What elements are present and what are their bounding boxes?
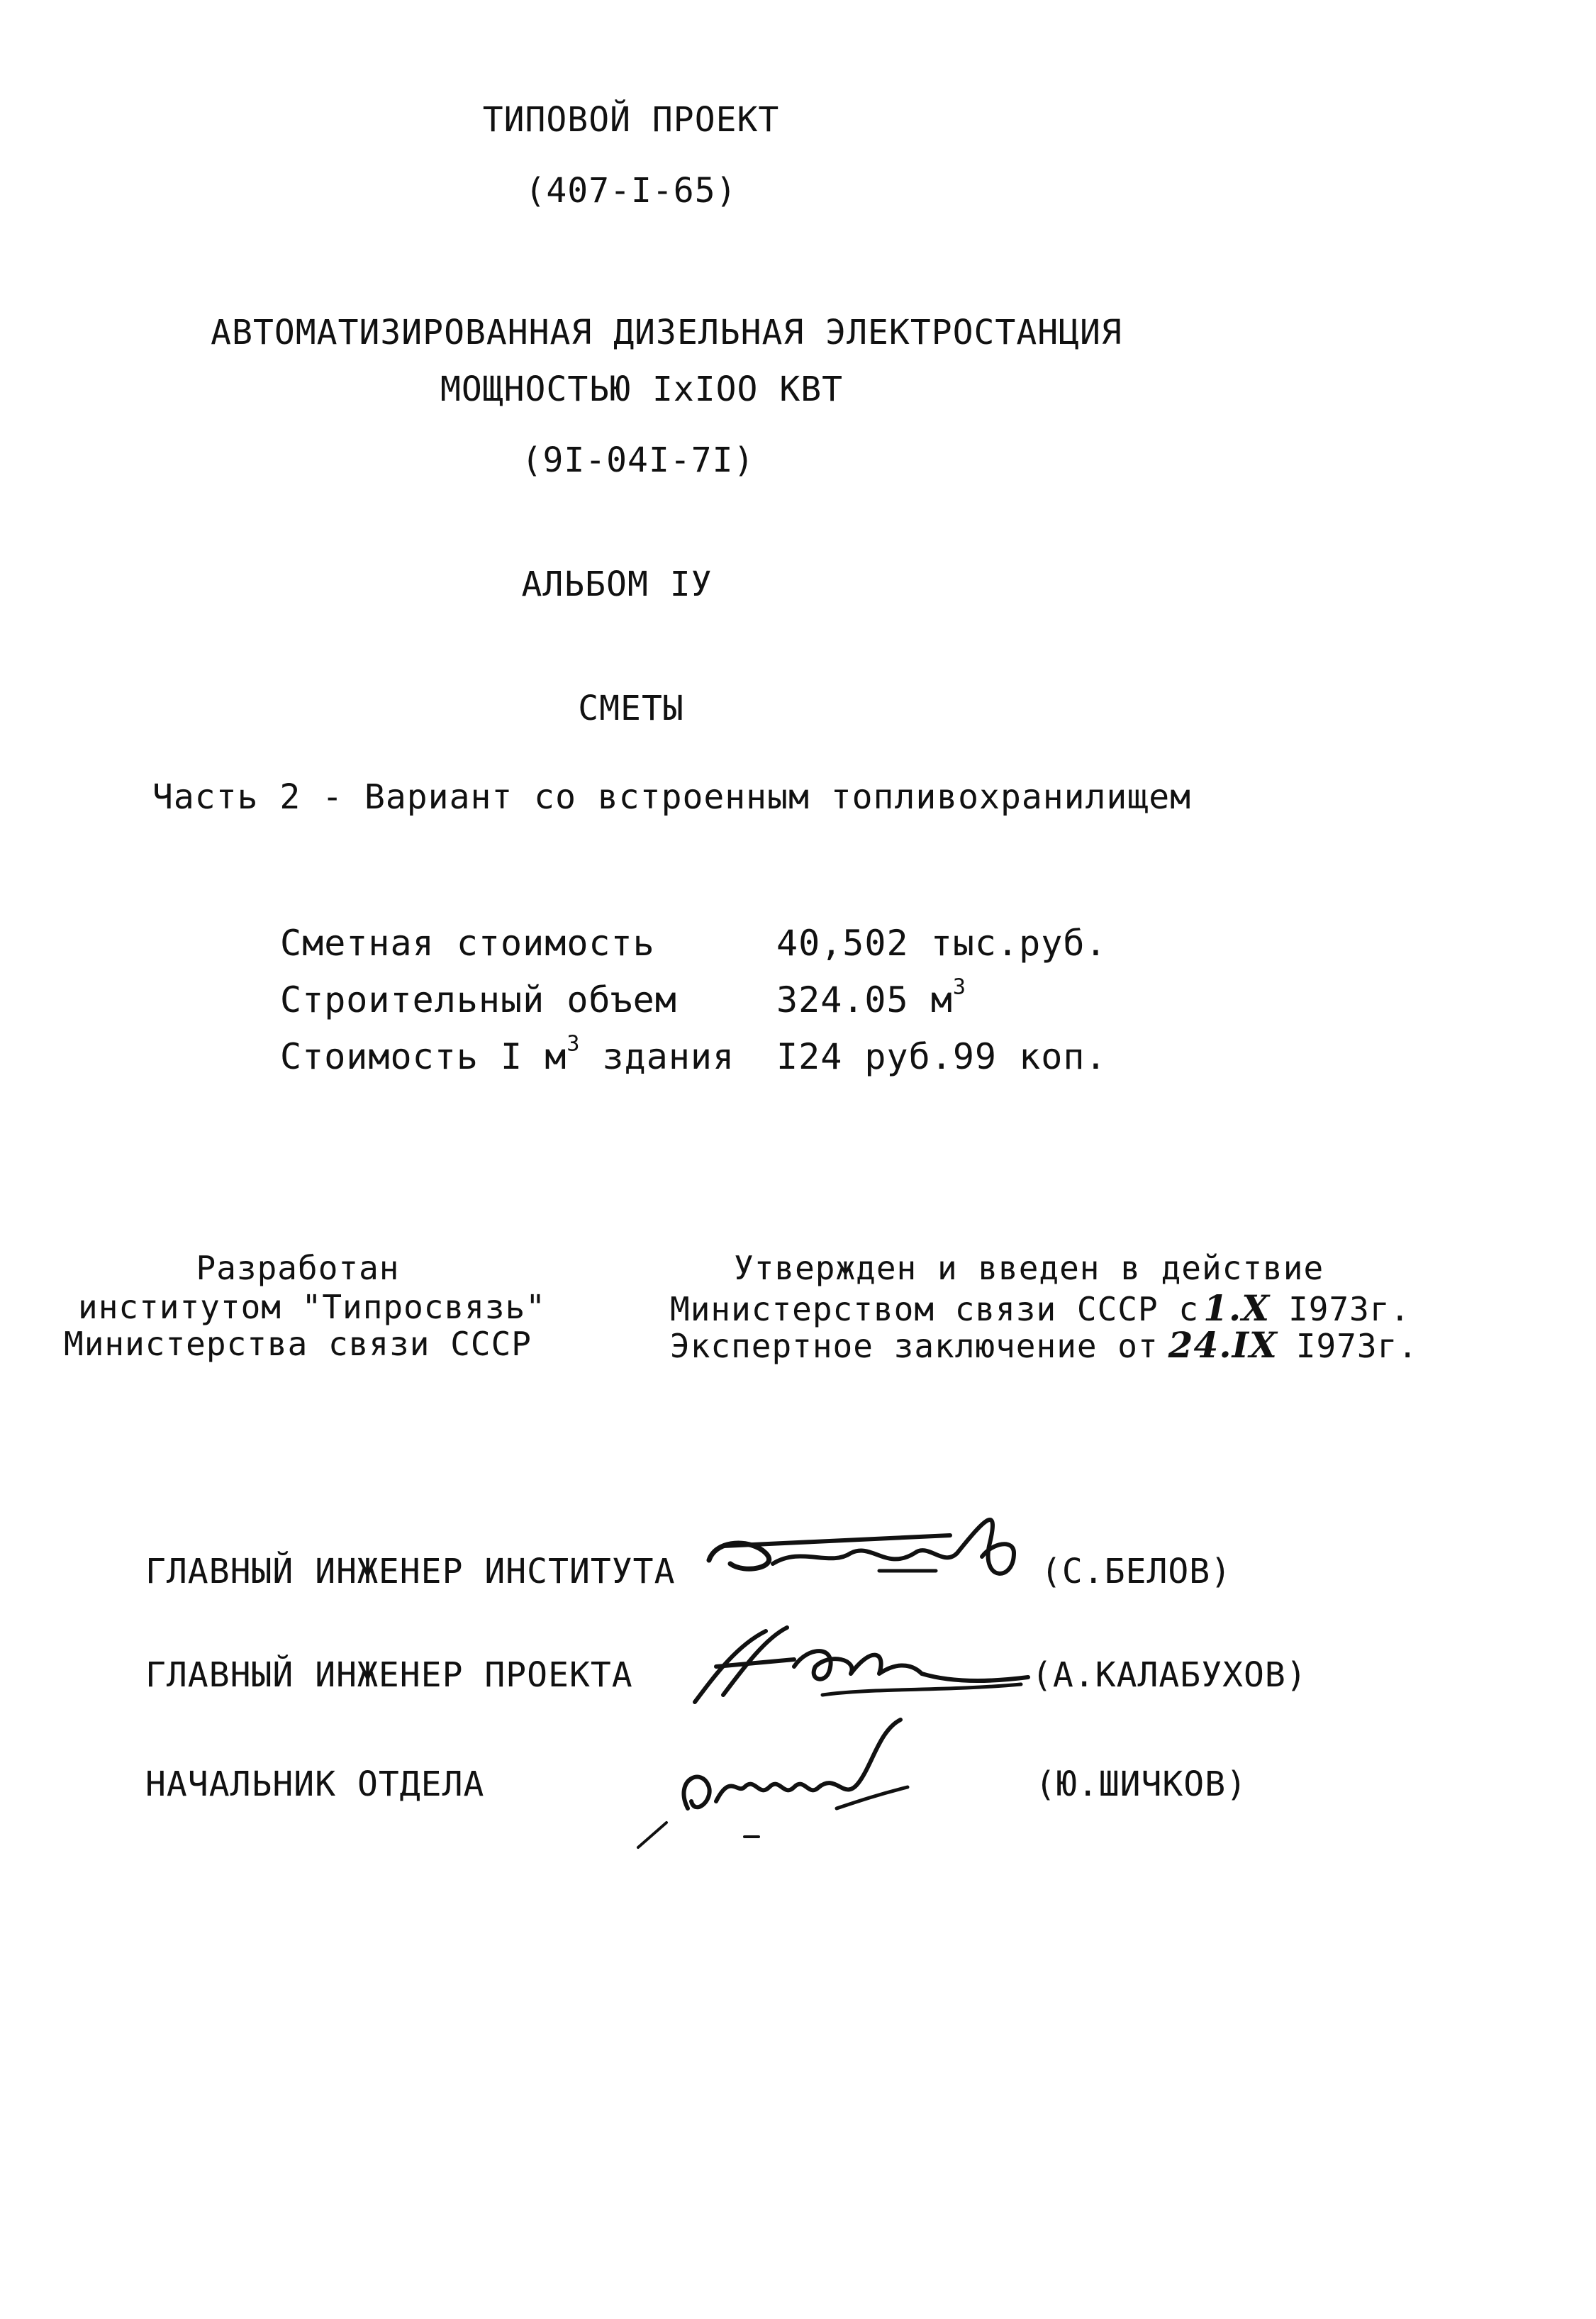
approval-date-handwritten: 1.X	[1203, 1287, 1271, 1329]
approval-line-3: Экспертное заключение от 24.IX I973г.	[670, 1324, 1419, 1366]
title-line-1: АВТОМАТИЗИРОВАННАЯ ДИЗЕЛЬНАЯ ЭЛЕКТРОСТАНЦИЯ	[211, 313, 1122, 352]
signature-name-3: (Ю.ШИЧКОВ)	[1035, 1764, 1247, 1804]
developer-line-1: Разработан	[196, 1249, 400, 1287]
expert-date-handwritten: 24.IX	[1168, 1324, 1278, 1366]
approval-line-2: Министерством связи СССР с 1.X I973г.	[670, 1287, 1411, 1329]
estimate-value: 40,502 тыс.руб.	[776, 923, 1107, 964]
volume-value: 324.05 $м^3$	[776, 974, 966, 1021]
section-title: СМЕТЫ	[578, 689, 684, 728]
developer-line-2: институтом "Типросвязь"	[78, 1288, 546, 1326]
album-label: АЛЬБОМ IУ	[521, 565, 713, 604]
title-line-2: МОЩНОСТЬЮ IxIOO КВТ	[440, 369, 844, 409]
volume-label: Строительный объем	[280, 979, 677, 1021]
signature-name-1: (С.БЕЛОВ)	[1041, 1552, 1232, 1591]
signature-shichkov	[624, 1716, 964, 1858]
approval-line-1: Утвержден и введен в действие	[734, 1249, 1324, 1287]
title-code: (9I-04I-7I)	[521, 440, 755, 480]
signature-name-2: (А.КАЛАБУХОВ)	[1032, 1655, 1307, 1695]
unit-cost-label: Стоимость I $м^3$ здания	[280, 1031, 735, 1077]
signature-belov	[702, 1503, 1028, 1596]
project-number: (407-I-65)	[525, 171, 737, 211]
signature-role-2: ГЛАВНЫЙ ИНЖЕНЕР ПРОЕКТА	[145, 1655, 633, 1695]
signature-kalabukhov	[688, 1617, 1042, 1716]
unit-cost-value: I24 руб.99 коп.	[776, 1036, 1107, 1077]
signature-role-1: ГЛАВНЫЙ ИНЖЕНЕР ИНСТИТУТА	[145, 1552, 676, 1591]
project-type: ТИПОВОЙ ПРОЕКТ	[482, 100, 780, 140]
estimate-label: Сметная стоимость	[280, 923, 655, 964]
part-description: Часть 2 - Вариант со встроенным топливохранилищем	[152, 777, 1192, 817]
developer-line-3: Министерства связи СССР	[64, 1325, 532, 1363]
signature-role-3: НАЧАЛЬНИК ОТДЕЛА	[145, 1764, 485, 1804]
